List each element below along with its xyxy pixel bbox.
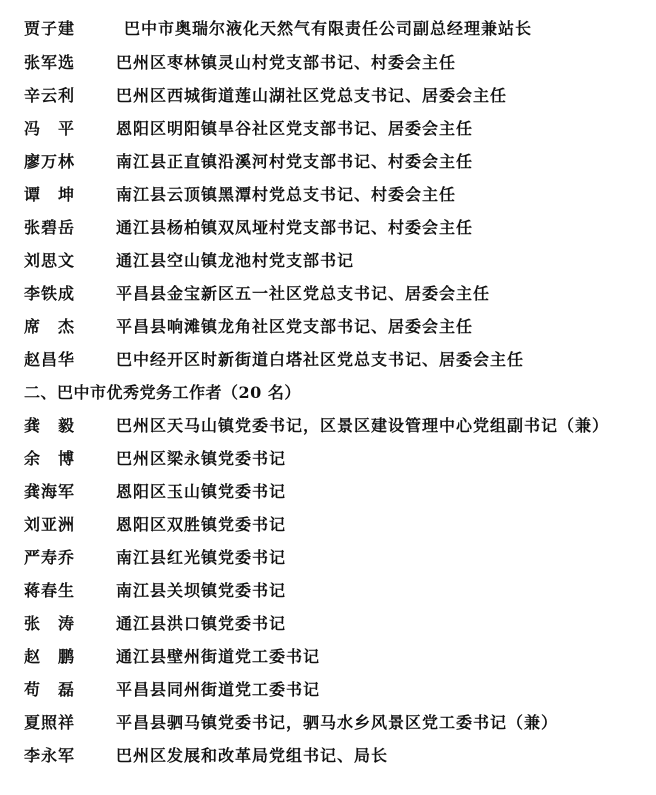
person-name: 苟 磊 bbox=[24, 680, 76, 699]
person-name: 辛云利 bbox=[24, 86, 76, 105]
list-item bbox=[0, 79, 656, 112]
list-item bbox=[0, 46, 656, 79]
list-item bbox=[0, 145, 656, 178]
person-title: 南江县正直镇沿溪河村党支部书记、村委会主任 bbox=[116, 152, 474, 171]
list-item bbox=[0, 178, 656, 211]
person-title: 巴州区梁永镇党委书记 bbox=[116, 449, 287, 468]
list-item bbox=[0, 475, 656, 508]
person-title: 南江县红光镇党委书记 bbox=[116, 548, 287, 567]
person-title: 南江县关坝镇党委书记 bbox=[116, 581, 287, 600]
person-title: 恩阳区双胜镇党委书记 bbox=[116, 515, 287, 534]
person-title: 巴中市奥瑞尔液化天然气有限责任公司副总经理兼站长 bbox=[124, 19, 533, 38]
person-name: 李永军 bbox=[24, 746, 76, 765]
person-name: 冯 平 bbox=[24, 119, 76, 138]
list-item bbox=[0, 541, 656, 574]
list-item bbox=[0, 673, 656, 706]
person-title: 巴州区西城街道莲山湖社区党总支书记、居委会主任 bbox=[116, 86, 508, 105]
person-title: 通江县洪口镇党委书记 bbox=[116, 614, 287, 633]
person-name: 席 杰 bbox=[24, 317, 76, 336]
person-name: 张军选 bbox=[24, 53, 76, 72]
person-name: 廖万林 bbox=[24, 152, 76, 171]
person-name: 蒋春生 bbox=[24, 581, 76, 600]
list-item bbox=[0, 442, 656, 475]
person-title: 通江县空山镇龙池村党支部书记 bbox=[116, 251, 355, 270]
list-item bbox=[0, 112, 656, 145]
person-title: 恩阳区明阳镇旱谷社区党支部书记、居委会主任 bbox=[116, 119, 474, 138]
section-heading: 二、巴中市优秀党务工作者（20 名） bbox=[24, 383, 301, 402]
person-title: 巴州区发展和改革局党组书记、局长 bbox=[116, 746, 389, 765]
person-name: 刘亚洲 bbox=[24, 515, 76, 534]
list-item bbox=[0, 277, 656, 310]
person-name: 刘思文 bbox=[24, 251, 76, 270]
list-item bbox=[0, 640, 656, 673]
person-name: 张 涛 bbox=[24, 614, 76, 633]
list-item bbox=[0, 12, 656, 45]
list-item bbox=[0, 574, 656, 607]
person-title: 通江县杨柏镇双凤垭村党支部书记、村委会主任 bbox=[116, 218, 474, 237]
list-item bbox=[0, 508, 656, 541]
list-item bbox=[0, 607, 656, 640]
list-item bbox=[0, 739, 656, 772]
person-name: 张碧岳 bbox=[24, 218, 76, 237]
list-item bbox=[0, 343, 656, 376]
person-title: 平昌县响滩镇龙角社区党支部书记、居委会主任 bbox=[116, 317, 474, 336]
person-title: 巴州区天马山镇党委书记，区景区建设管理中心党组副书记（兼） bbox=[116, 416, 610, 435]
person-title: 恩阳区玉山镇党委书记 bbox=[116, 482, 287, 501]
list-item bbox=[0, 409, 656, 442]
person-name: 夏照祥 bbox=[24, 713, 76, 732]
person-title: 南江县云顶镇黑潭村党总支书记、村委会主任 bbox=[116, 185, 457, 204]
person-name: 余 博 bbox=[24, 449, 76, 468]
person-title: 平昌县驷马镇党委书记，驷马水乡风景区党工委书记（兼） bbox=[116, 713, 559, 732]
list-item bbox=[0, 310, 656, 343]
list-item bbox=[0, 244, 656, 277]
person-title: 巴中经开区时新街道白塔社区党总支书记、居委会主任 bbox=[116, 350, 525, 369]
person-name: 贾子建 bbox=[24, 19, 76, 38]
person-name: 严寿乔 bbox=[24, 548, 76, 567]
person-name: 龚海军 bbox=[24, 482, 76, 501]
person-name: 赵昌华 bbox=[24, 350, 76, 369]
person-name: 谭 坤 bbox=[24, 185, 76, 204]
person-title: 平昌县同州街道党工委书记 bbox=[116, 680, 321, 699]
person-name: 李铁成 bbox=[24, 284, 76, 303]
list-item bbox=[0, 211, 656, 244]
person-title: 巴州区枣林镇灵山村党支部书记、村委会主任 bbox=[116, 53, 457, 72]
person-name: 龚 毅 bbox=[24, 416, 76, 435]
person-title: 通江县壁州街道党工委书记 bbox=[116, 647, 321, 666]
person-name: 赵 鹏 bbox=[24, 647, 76, 666]
person-title: 平昌县金宝新区五一社区党总支书记、居委会主任 bbox=[116, 284, 491, 303]
list-item bbox=[0, 706, 656, 739]
